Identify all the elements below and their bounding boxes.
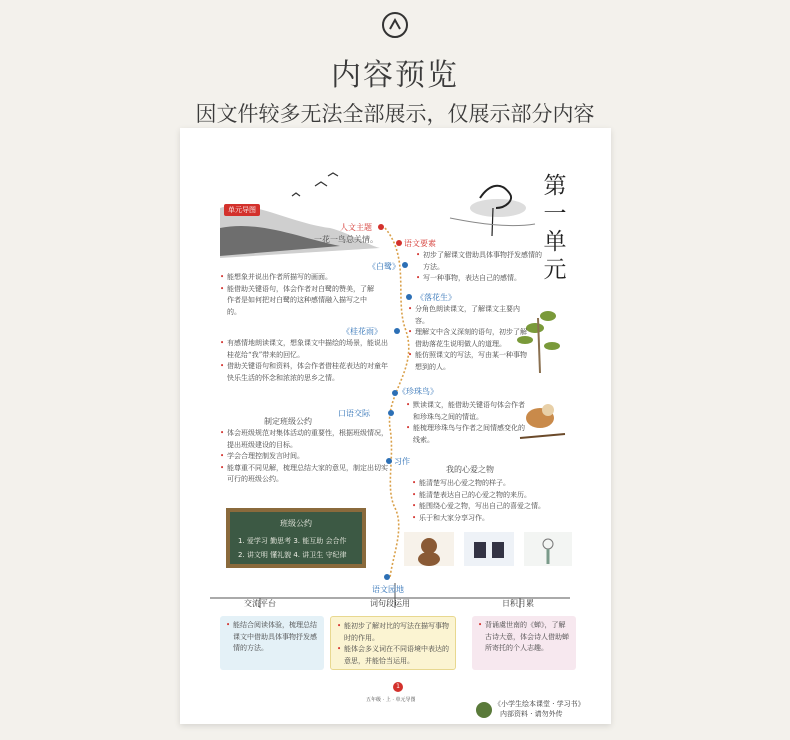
column-card <box>220 616 324 670</box>
node-dot <box>388 410 394 416</box>
lesson-note: • 能借助关键语句，体会作者对白鹭的赞美，了解作者是如何把对白鹭的这种感情融入描写之中的。 <box>220 284 380 319</box>
writing-note: • 能清楚表达自己的心爱之物的来历。 <box>412 490 572 502</box>
node-dot <box>394 328 400 334</box>
lesson-note: • 理解文中含义深刻的语句，初步了解借助落花生说明做人的道理。 <box>408 327 528 350</box>
lesson-name: 《白鹭》 <box>368 262 400 271</box>
footer-note: 内部资料 · 请勿外传 <box>500 710 563 718</box>
column-note: • 背诵虞世南的《蝉》，了解古诗大意，体会诗人借助蝉所寄托的个人志趣。 <box>478 620 570 655</box>
unit-map-badge: 单元导图 <box>224 204 260 216</box>
lesson-note: • 借助关键语句和资料，体会作者借桂花表达的对童年快乐生活的怀念和浓浓的思乡之情。 <box>220 361 392 384</box>
node-dot <box>378 224 384 230</box>
theme-text: 一花一鸟总关情。 <box>314 235 378 244</box>
page-subtitle: 因文件较多无法全部展示，仅展示部分内容 <box>195 102 595 126</box>
lesson-note: • 默读课文，能借助关键语句体会作者和珍珠鸟之间的情谊。 <box>406 400 526 423</box>
node-dot <box>384 574 390 580</box>
column-note: • 能体会多义词在不同语境中表达的意思，并能恰当运用。 <box>337 644 449 667</box>
page-number: 1 <box>393 682 403 692</box>
column-note: • 能初步了解对比的写法在描写事物时的作用。 <box>337 621 449 644</box>
elements-label: 语文要素 <box>404 239 436 248</box>
element-item: • 写一种事物，表达自己的感情。 <box>416 273 546 285</box>
lesson-note: • 能梳理珍珠鸟与作者之间情感变化的线索。 <box>406 423 526 446</box>
unit-title: 第一单元 <box>543 173 567 283</box>
garden-label: 语文园地 <box>372 585 404 594</box>
document-page <box>180 128 611 724</box>
lesson-name: 《落花生》 <box>416 293 456 302</box>
lesson-note: • 能仿照课文的写法，写由某一种事物想到的人。 <box>408 350 528 373</box>
logo-icon <box>476 702 492 718</box>
page-title: 内容预览 <box>331 58 459 93</box>
writing-note: • 乐于和大家分享习作。 <box>412 513 572 525</box>
writing-images <box>404 532 574 568</box>
writing-title: 我的心爱之物 <box>446 465 494 474</box>
oral-label: 口语交际 <box>338 409 370 418</box>
lesson-name: 《桂花雨》 <box>342 327 382 336</box>
class-rules-board <box>226 508 366 568</box>
footer-left: 五年级 · 上 · 单元导图 <box>366 697 416 703</box>
theme-label: 人文主题 <box>340 223 372 232</box>
board-line: 1. 爱学习 勤思考 3. 能互助 会合作 <box>238 537 347 545</box>
oral-note: • 体会班级规范对集体活动的重要性，根据班级情况，提出班级建设的目标。 <box>220 428 388 451</box>
column-card <box>472 616 576 670</box>
column-title: 交流平台 <box>244 599 276 608</box>
column-card <box>330 616 456 670</box>
column-title: 日积月累 <box>502 599 534 608</box>
column-title: 词句段运用 <box>370 599 410 608</box>
node-dot <box>386 458 392 464</box>
node-dot <box>402 262 408 268</box>
footer-book: 《小学生绘本课堂 · 学习书》 <box>494 700 585 708</box>
writing-label: 习作 <box>394 457 410 466</box>
lesson-note: • 分角色朗读课文，了解课文主要内容。 <box>408 304 528 327</box>
lesson-name: 《珍珠鸟》 <box>398 387 438 396</box>
node-dot <box>396 240 402 246</box>
node-dot <box>406 294 412 300</box>
oral-note: • 学会合理控制发言时间。 <box>220 451 388 463</box>
lesson-note: • 能想象并说出作者所描写的画面。 <box>220 272 380 284</box>
oral-title: 制定班级公约 <box>264 417 312 426</box>
writing-note: • 能围绕心爱之物，写出自己的喜爱之情。 <box>412 501 572 513</box>
board-title: 班级公约 <box>280 519 312 528</box>
element-item: • 初步了解课文借助具体事物抒发感情的方法。 <box>416 250 546 273</box>
board-line: 2. 讲文明 懂礼貌 4. 讲卫生 守纪律 <box>238 551 347 559</box>
column-note: • 能结合阅读体验，梳理总结课文中借助具体事物抒发感情的方法。 <box>226 620 318 655</box>
writing-note: • 能清楚写出心爱之物的样子。 <box>412 478 572 490</box>
up-arrow-icon[interactable] <box>382 12 408 38</box>
oral-note: • 能尊重不同见解，梳理总结大家的意见，制定出切实可行的班级公约。 <box>220 463 388 486</box>
lesson-note: • 有感情地朗读课文，想象课文中描绘的场景，能说出桂花给“我”带来的回忆。 <box>220 338 392 361</box>
